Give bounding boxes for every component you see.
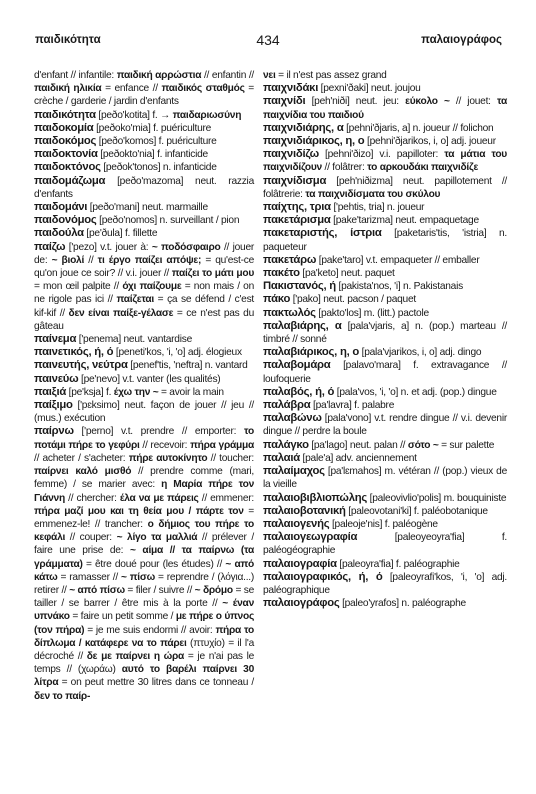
headword: παιδικότητα: [34, 108, 96, 121]
entry-text: [pehni'ðjaris, a] n. joueur // folichon: [343, 122, 494, 134]
headword: παλαβομάρα: [263, 359, 331, 372]
example-phrase: παίζεται: [116, 294, 154, 306]
entry-text: [pehni'ðizo] v.i. papilloter:: [318, 149, 445, 161]
entry-text: [peh'niðizma] neut. papillotement // folâtrerie:: [263, 175, 507, 200]
dictionary-entry: [34, 175, 254, 201]
entry-text: = crèche / garderie / jardin d'enfants: [34, 83, 254, 108]
entry-text: = il n'est pas assez grand: [275, 70, 387, 81]
example-phrase: παίζει το μάτι μου: [171, 268, 254, 280]
example-phrase: τα παιχνίδια του παιδιού: [263, 96, 507, 121]
entry-text: // recevoir:: [139, 439, 191, 451]
headword: παλαίμαχος: [263, 465, 325, 478]
dictionary-entry: [34, 148, 254, 161]
headword: παλαβός, ή, ό: [263, 385, 335, 398]
entry-text: [pala'vjarikos, i, o] adj. dingo: [359, 347, 482, 359]
entry-text: = être doué pour (les études) //: [82, 558, 226, 570]
entry-text: = enfance //: [101, 83, 162, 95]
dictionary-entry: [263, 175, 507, 201]
headword: παινετικός, ή, ό: [34, 346, 114, 359]
example-phrase: παιδική αρρώστια: [116, 70, 202, 81]
example-phrase: ο δήμιος του πήρε το κεφάλι: [34, 518, 254, 544]
dictionary-entry: [263, 293, 507, 306]
headword: παιξιά: [34, 385, 67, 398]
entry-text: // folâtrer:: [321, 162, 368, 174]
dictionary-entry: [34, 227, 254, 240]
headword: παιδομάζωμα: [34, 174, 106, 187]
headword: παιδούλα: [34, 227, 84, 240]
headword: παιχνίδισμα: [263, 174, 327, 187]
dictionary-entry: [34, 333, 254, 346]
dictionary-entry: [34, 161, 254, 174]
dictionary-entry: [34, 241, 254, 333]
dictionary-entry: [263, 148, 507, 174]
entry-text: // prélever / faire une prise de:: [34, 532, 254, 557]
headword: παινεύω: [34, 372, 79, 385]
headword: παίρνω: [34, 425, 74, 438]
headword: παιδοκόμος: [34, 135, 97, 148]
example-phrase: ~ αίμα // τα παίρνω (τα γράμματα): [34, 545, 254, 570]
headword: παλαιογραφικός, ή, ό: [263, 570, 383, 583]
dictionary-entry: [263, 201, 507, 214]
example-phrase: πήρα το δίπλωμα / κατάφερε να το πάρει: [34, 624, 255, 649]
entry-text: // emmener:: [198, 492, 254, 504]
entry-text: = qu'est-ce qu'on joue ce soir? // v.i. jouer //: [34, 254, 254, 280]
entry-text: [paleoyra'fia] f. paléographie: [336, 558, 460, 570]
entry-text: [pala'vono] v.t. rendre dingue // v.i. devenir dingue // perdre la boule: [263, 413, 507, 438]
dictionary-entry: [263, 320, 507, 346]
entry-text: [pakto'los] m. (litt.) pactole: [315, 307, 429, 319]
entry-text: = avoir la main: [158, 386, 224, 398]
dictionary-entry: [263, 558, 507, 571]
headword: παλαιογενής: [263, 517, 330, 530]
headword: παλαβιάρικος, η, ο: [263, 346, 360, 359]
entry-text: ['penema] neut. vantardise: [76, 334, 192, 346]
entry-text: [pala'vjaris, a] n. (pop.) marteau // timbré // sonné: [263, 320, 507, 346]
dictionary-entry: [34, 135, 254, 148]
example-phrase: δεν είναι παίξε-γέλασε: [68, 307, 174, 319]
headword: παιδονόμος: [34, 214, 97, 227]
entry-text: = je n'ai pas le temps // (χωράω): [34, 650, 255, 676]
example-phrase: η Μαρία πήρε τον Γιάννη: [34, 479, 254, 504]
entry-text: // jouer de:: [34, 241, 255, 266]
example-phrase: όχι παίζουμε: [122, 281, 182, 293]
headword: παίζω: [34, 240, 66, 253]
entry-text: = ce n'est pas du gâteau: [34, 307, 255, 332]
entry-text: [pala'vos, 'i, 'o] n. et adj. (pop.) dingue: [334, 386, 497, 398]
dictionary-entry: [263, 95, 507, 121]
entry-text: [paleoje'nis] f. paléogène: [329, 518, 438, 530]
example-phrase: εύκολο ~: [405, 96, 450, 108]
headword: παλαιογράφος: [263, 597, 340, 610]
headword: παλάβρα: [263, 399, 311, 412]
headword: παινευτής, νεύτρα: [34, 359, 128, 372]
example-phrase: ~ βιολί: [51, 254, 85, 266]
dictionary-entry: [263, 465, 507, 491]
entry-text: // jouet:: [449, 96, 497, 108]
entry-text: = reprendre / (λόγια...) retirer //: [34, 571, 254, 596]
dictionary-entry: [263, 518, 507, 531]
dictionary-entry: [34, 201, 254, 214]
dictionary-entry: [34, 69, 254, 109]
entry-text: ['pɛksimo] neut. façon de jouer // jeu // (mus.) exécution: [34, 400, 254, 425]
example-phrase: παίρνει καλό μισθό: [34, 466, 132, 478]
entry-text: [peðo'nomos] n. surveillant / pion: [96, 215, 240, 227]
dictionary-entry: [263, 597, 507, 610]
entry-text: [peðo'mani] neut. marmaille: [87, 202, 208, 214]
page-header: [0, 34, 536, 54]
dictionary-entry: [34, 214, 254, 227]
entry-text: // prendre comme (mari, femme) / se marier avec:: [34, 466, 254, 491]
entry-text: [peh'niði] neut. jeu:: [305, 96, 406, 108]
headword: παιδοκτόνος: [34, 161, 101, 174]
entry-text: [palavo'mara] f. extravagance // loufoquerie: [263, 360, 507, 385]
headword: παλαιογραφία: [263, 557, 337, 570]
entry-text: ['pezo] v.t. jouer à:: [65, 241, 152, 253]
headword: παιδομάνι: [34, 201, 88, 214]
dictionary-entry: [263, 505, 507, 518]
page-number: 434: [256, 32, 280, 48]
headword: παλαιά: [263, 451, 300, 464]
headword: παλαβώνω: [263, 412, 322, 425]
entry-text: //: [84, 254, 98, 266]
headword: πακέτο: [263, 267, 300, 280]
entry-text: [peðo'mazoma] neut. razzia d'enfants: [34, 175, 254, 200]
entry-text: [paketaris'tis, 'istria] n. paqueteur: [263, 228, 507, 253]
dictionary-entry: [263, 531, 507, 557]
example-phrase: αυτό το βαρέλι παίρνει 30 λίτρα: [34, 664, 254, 689]
entry-text: [pa'lago] neut. palan //: [308, 439, 408, 451]
dictionary-entry: [263, 359, 507, 385]
dictionary-entry: [263, 439, 507, 452]
headword: παλαιοβιβλιοπώλης: [263, 491, 368, 504]
example-phrase: σότο ~: [407, 439, 439, 451]
right-column: [263, 69, 507, 610]
entry-text: = ramasser //: [57, 571, 121, 583]
entry-text: [paleovivlio'polis] m. bouquiniste: [367, 492, 507, 504]
example-phrase: παιδικός σταθμός: [161, 83, 245, 95]
example-phrase: ~ από πίσω: [69, 584, 125, 596]
entry-text: [peðo'kotita] f. →: [95, 109, 173, 121]
entry-text: (πτυχίο) = il l'a décroché //: [34, 637, 255, 662]
dictionary-entry: [263, 492, 507, 505]
headword: παίχτης, τρια: [263, 201, 331, 214]
headword: παίνεμα: [34, 333, 77, 346]
entry-text: = filer / suivre //: [124, 584, 195, 596]
example-phrase: ~ λίγο τα μαλλιά: [116, 532, 198, 544]
example-phrase: έλα να με πάρεις: [119, 492, 199, 504]
entry-text: // couper:: [65, 532, 117, 544]
headword: παιχνίδι: [263, 95, 306, 108]
entry-text: [pexni'ðaki] neut. joujou: [318, 83, 421, 95]
dictionary-entry: [263, 135, 507, 148]
dictionary-entry: [263, 227, 507, 253]
entry-text: [pa'keto] neut. paquet: [299, 268, 395, 280]
entry-text: [paleo'yrafos] n. paléographe: [339, 598, 466, 610]
example-phrase: ~ δρόμο: [194, 584, 233, 596]
entry-text: [peðok'tonos] n. infanticide: [100, 162, 217, 174]
entry-text: [peneti'kos, 'i, 'o] adj. élogieux: [113, 347, 242, 359]
headword: παιδοκτονία: [34, 148, 98, 161]
dictionary-entry: [263, 82, 507, 95]
header-left-guide-word: παιδικότητα: [35, 34, 101, 46]
entry-text: // enfantin //: [201, 70, 254, 81]
entry-text: [pale'a] adv. anciennement: [299, 452, 417, 464]
entry-text: [pe'nevo] v.t. vanter (les qualités): [78, 373, 221, 385]
entry-text: = on peut mettre 30 litres dans ce tonneau /: [58, 677, 254, 689]
headword: Πακιστανός, ή: [263, 280, 336, 293]
dictionary-entry: [34, 399, 254, 425]
dictionary-entry: [263, 254, 507, 267]
headword: παίξιμο: [34, 399, 73, 412]
dictionary-entry: [263, 399, 507, 412]
dictionary-entry: [34, 359, 254, 372]
example-phrase: τα παιχνιδίσματα του σκύλου: [305, 188, 441, 200]
example-phrase: με πήρε ο ύπνος (τον πήρα): [34, 611, 254, 636]
dictionary-entry: [263, 69, 507, 82]
dictionary-entry: [263, 280, 507, 293]
headword: παιχνιδιάρικος, η, ο: [263, 135, 365, 148]
entry-text: [pake'tarizma] neut. empaquetage: [330, 215, 479, 227]
example-phrase: το ποτάμι πήρε το γεφύρι: [34, 426, 254, 451]
entry-text: [pa'lavra] f. palabre: [310, 400, 395, 412]
entry-text: [paleoyrafi'kos, 'i, 'o] adj. paléographique: [263, 571, 507, 596]
dictionary-entry: [263, 307, 507, 320]
dictionary-entry: [34, 109, 254, 122]
headword: πάκο: [263, 293, 291, 306]
dictionary-entry: [263, 386, 507, 399]
example-phrase: τα μάτια του παιχνιδίζουν: [263, 149, 507, 174]
headword: παλαβιάρης, α: [263, 319, 342, 332]
entry-text: [paleoyeoyra'fia] f. paléogéographie: [263, 532, 507, 557]
headword: παλάγκο: [263, 438, 309, 451]
entry-text: // acheter / s'acheter:: [34, 452, 129, 464]
example-phrase: πήρα μαζί μου και τη θεία μου / πάρτε τον: [34, 505, 244, 517]
entry-text: [peðokto'nia] f. infanticide: [97, 149, 208, 161]
entry-text: [pe'ksja] f.: [66, 386, 114, 398]
example-phrase: το αρκουδάκι παιχνιδίζε: [367, 162, 479, 174]
headword: πακετάρισμα: [263, 214, 331, 227]
entry-text: [peðo'komos] f. puériculture: [96, 136, 217, 148]
dictionary-entry: [34, 425, 254, 702]
dictionary-entry: [34, 373, 254, 386]
left-column: [34, 69, 254, 703]
entry-text: // toucher:: [207, 452, 254, 464]
headword: πακτωλός: [263, 306, 316, 319]
entry-text: d'enfant // infantile:: [34, 70, 117, 81]
entry-text: = se tailler / se barrer / être mis à la porte //: [34, 584, 254, 610]
headword: παιχνιδίζω: [263, 148, 319, 161]
example-phrase: πήρα γράμμα: [190, 439, 254, 451]
entry-text: = emmenez-le! // trancher:: [34, 505, 254, 530]
dictionary-entry: [263, 267, 507, 280]
headword: παιχνιδιάρης, α: [263, 121, 344, 134]
dictionary-entry: [263, 122, 507, 135]
entry-text: [penef'tis, 'neftra] n. vantard: [127, 360, 248, 372]
dictionary-entry: [263, 412, 507, 438]
dictionary-entry: [263, 214, 507, 227]
entry-text: ['perno] v.t. prendre // emporter:: [73, 426, 244, 438]
example-phrase: ~ ποδόσφαιρο: [151, 241, 221, 253]
dictionary-entry: [34, 346, 254, 359]
example-phrase: δεν το παίρ-: [34, 690, 91, 702]
entry-text: [pakista'nos, 'i] n. Pakistanais: [335, 281, 463, 293]
entry-text: [paleovotani'ki] f. paléobotanique: [345, 505, 488, 517]
entry-text: = sur palette: [438, 439, 495, 451]
headword: πακεταριστής, ίστρια: [263, 227, 382, 240]
example-phrase: παιδική ηλικία: [34, 83, 102, 95]
example-phrase: ~ πίσω: [121, 571, 155, 583]
headword: παλαιοβοτανική: [263, 504, 346, 517]
dictionary-entry: [34, 122, 254, 135]
entry-text: = non mais / on ne rigole pas ici //: [34, 281, 254, 306]
entry-text: [pe'ðula] f. fillette: [83, 228, 158, 240]
example-phrase: παιδαριωσύνη: [172, 109, 242, 121]
entry-text: = mon œil palpite //: [34, 281, 123, 293]
entry-text: [pake'taro] v.t. empaqueter // emballer: [316, 254, 480, 266]
entry-text: = ça se défend / c'est kif-kif //: [34, 294, 255, 319]
example-phrase: έχω την ~: [113, 386, 159, 398]
example-phrase: ~ έναν υπνάκο: [34, 598, 254, 623]
headword: παιδοκομία: [34, 121, 94, 134]
dictionary-entry: [263, 571, 507, 597]
entry-text: [pa'lɛmahos] m. vétéran // (pop.) vieux de la vieille: [263, 466, 507, 491]
entry-text: [peðoko'mia] f. puériculture: [93, 122, 212, 134]
example-phrase: νει: [263, 70, 276, 81]
headword: παιχνιδάκι: [263, 82, 319, 95]
example-phrase: ~ από κάτω: [34, 558, 254, 583]
example-phrase: δε με παίρνει η ώρα: [86, 650, 185, 662]
entry-text: ['pehtis, tria] n. joueur: [330, 202, 425, 214]
headword: παλαιογεωγραφία: [263, 531, 358, 544]
example-phrase: τι έργο παίζει απόψε;: [97, 254, 202, 266]
entry-text: = faire un petit somme /: [69, 611, 176, 623]
entry-text: // chercher:: [64, 492, 120, 504]
dictionary-entry: [263, 346, 507, 359]
entry-text: [pehni'ðjarikos, i, o] adj. joueur: [364, 136, 496, 148]
example-phrase: πήρε αυτοκίνητο: [128, 452, 208, 464]
headword: πακετάρω: [263, 253, 317, 266]
dictionary-entry: [263, 452, 507, 465]
header-right-guide-word: παλαιογράφος: [421, 34, 502, 46]
dictionary-entry: [34, 386, 254, 399]
entry-text: ['pako] neut. pacson / paquet: [290, 294, 416, 306]
entry-text: = je me suis endormi // avoir:: [84, 624, 216, 636]
